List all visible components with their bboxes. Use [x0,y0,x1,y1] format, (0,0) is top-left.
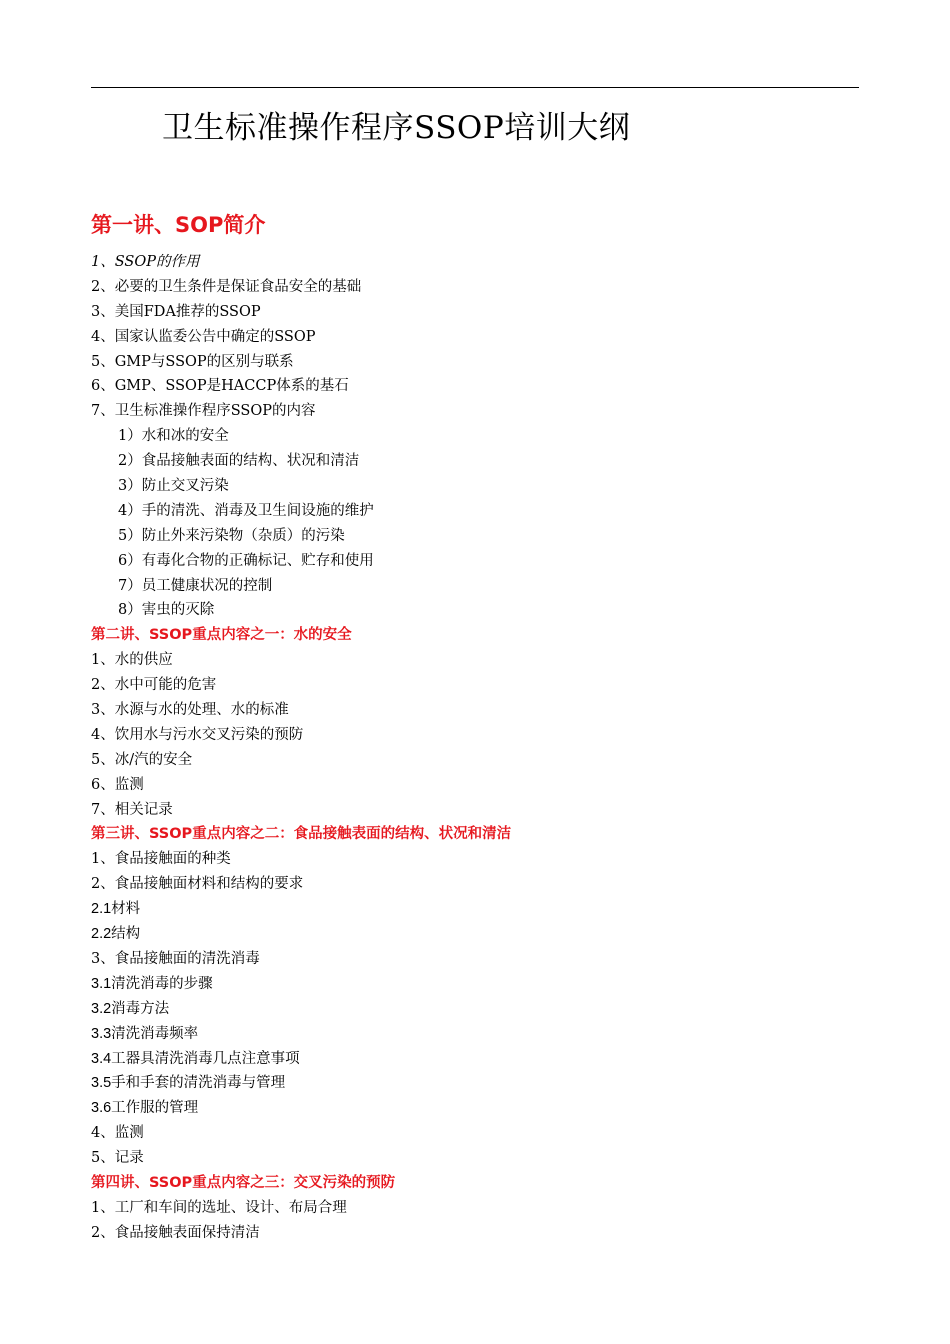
list-item [91,897,861,922]
item-number: 3.4 [91,1050,112,1067]
item-text: 2、食品接触面材料和结构的要求 [91,876,304,893]
item-text: 材料 [111,901,141,918]
list-item: 6、监测 [91,776,144,793]
list-item [91,1121,861,1146]
list-item [91,872,861,897]
list-item [91,1146,861,1171]
list-item: 4、国家认监委公告中确定的SSOP [91,328,316,345]
list-item [91,972,861,997]
section-1-heading: 第一讲、SOP简介 [91,213,266,237]
item-text: 手和手套的清洗消毒与管理 [111,1075,286,1092]
list-item [91,947,861,972]
item-text: 工作服的管理 [111,1100,199,1117]
list-item [91,922,861,947]
list-item: 4、饮用水与污水交叉污染的预防 [91,726,304,743]
item-text: 4、监测 [91,1125,144,1142]
section-4-heading: 第四讲、SSOP重点内容之三：交叉污染的预防 [91,1174,396,1191]
sub-list-item: 8）害虫的灭除 [118,602,215,619]
item-text: 清洗消毒频率 [111,1025,199,1042]
list-item: 3、水源与水的处理、水的标准 [91,702,289,719]
item-number: 2.2 [91,926,112,943]
header-rule [91,87,859,88]
item-text: 5、记录 [91,1150,144,1167]
sub-list-item: 1）水和冰的安全 [118,428,229,445]
item-number: 3.2 [91,1000,112,1017]
list-item [91,1071,861,1096]
sub-list-item: 7）员工健康状况的控制 [118,577,273,594]
list-item [91,1047,861,1072]
list-item: 1、SSOP的作用 [91,254,200,270]
item-number: 2.1 [91,901,112,918]
section-3-heading: 第三讲、SSOP重点内容之二：食品接触表面的结构、状况和清洁 [91,826,512,843]
list-item [91,847,861,872]
list-item: 3、美国FDA推荐的SSOP [91,303,261,320]
list-item: 2、水中可能的危害 [91,677,217,694]
list-item: 2、必要的卫生条件是保证食品安全的基础 [91,278,362,295]
outline-body [91,250,861,1246]
list-item [91,1022,861,1047]
list-item [91,1096,861,1121]
item-text: 1、食品接触面的种类 [91,851,231,868]
sub-list-item: 2）食品接触表面的结构、状况和清洁 [118,453,360,470]
sub-list-item: 5）防止外来污染物（杂质）的污染 [118,527,345,544]
sub-list-item: 3）防止交叉污染 [118,478,229,495]
list-item: 1、工厂和车间的选址、设计、布局合理 [91,1199,347,1216]
item-text: 清洗消毒的步骤 [111,975,213,992]
item-number: 3.1 [91,975,112,992]
item-text: 消毒方法 [111,1000,170,1017]
item-number: 3.3 [91,1025,112,1042]
list-item [91,997,861,1022]
item-text: 结构 [111,926,141,943]
item-number: 3.6 [91,1100,112,1117]
item-text: 3、食品接触面的清洗消毒 [91,950,260,967]
sub-list-item: 6）有毒化合物的正确标记、贮存和使用 [118,552,374,569]
sub-list-item: 4）手的清洗、消毒及卫生间设施的维护 [118,502,374,519]
list-item: 6、GMP、SSOP是HACCP体系的基石 [91,378,349,395]
item-number: 3.5 [91,1075,112,1092]
list-item: 7、相关记录 [91,801,173,818]
document-title: 卫生标准操作程序SSOP培训大纲 [162,110,631,146]
list-item: 1、水的供应 [91,652,173,669]
section-2-heading: 第二讲、SSOP重点内容之一：水的安全 [91,627,352,644]
list-item: 7、卫生标准操作程序SSOP的内容 [91,403,316,420]
list-item: 5、冰/汽的安全 [91,751,193,768]
list-item: 2、食品接触表面保持清洁 [91,1224,260,1241]
item-text: 工器具清洗消毒几点注意事项 [111,1050,300,1067]
list-item: 5、GMP与SSOP的区别与联系 [91,353,294,370]
